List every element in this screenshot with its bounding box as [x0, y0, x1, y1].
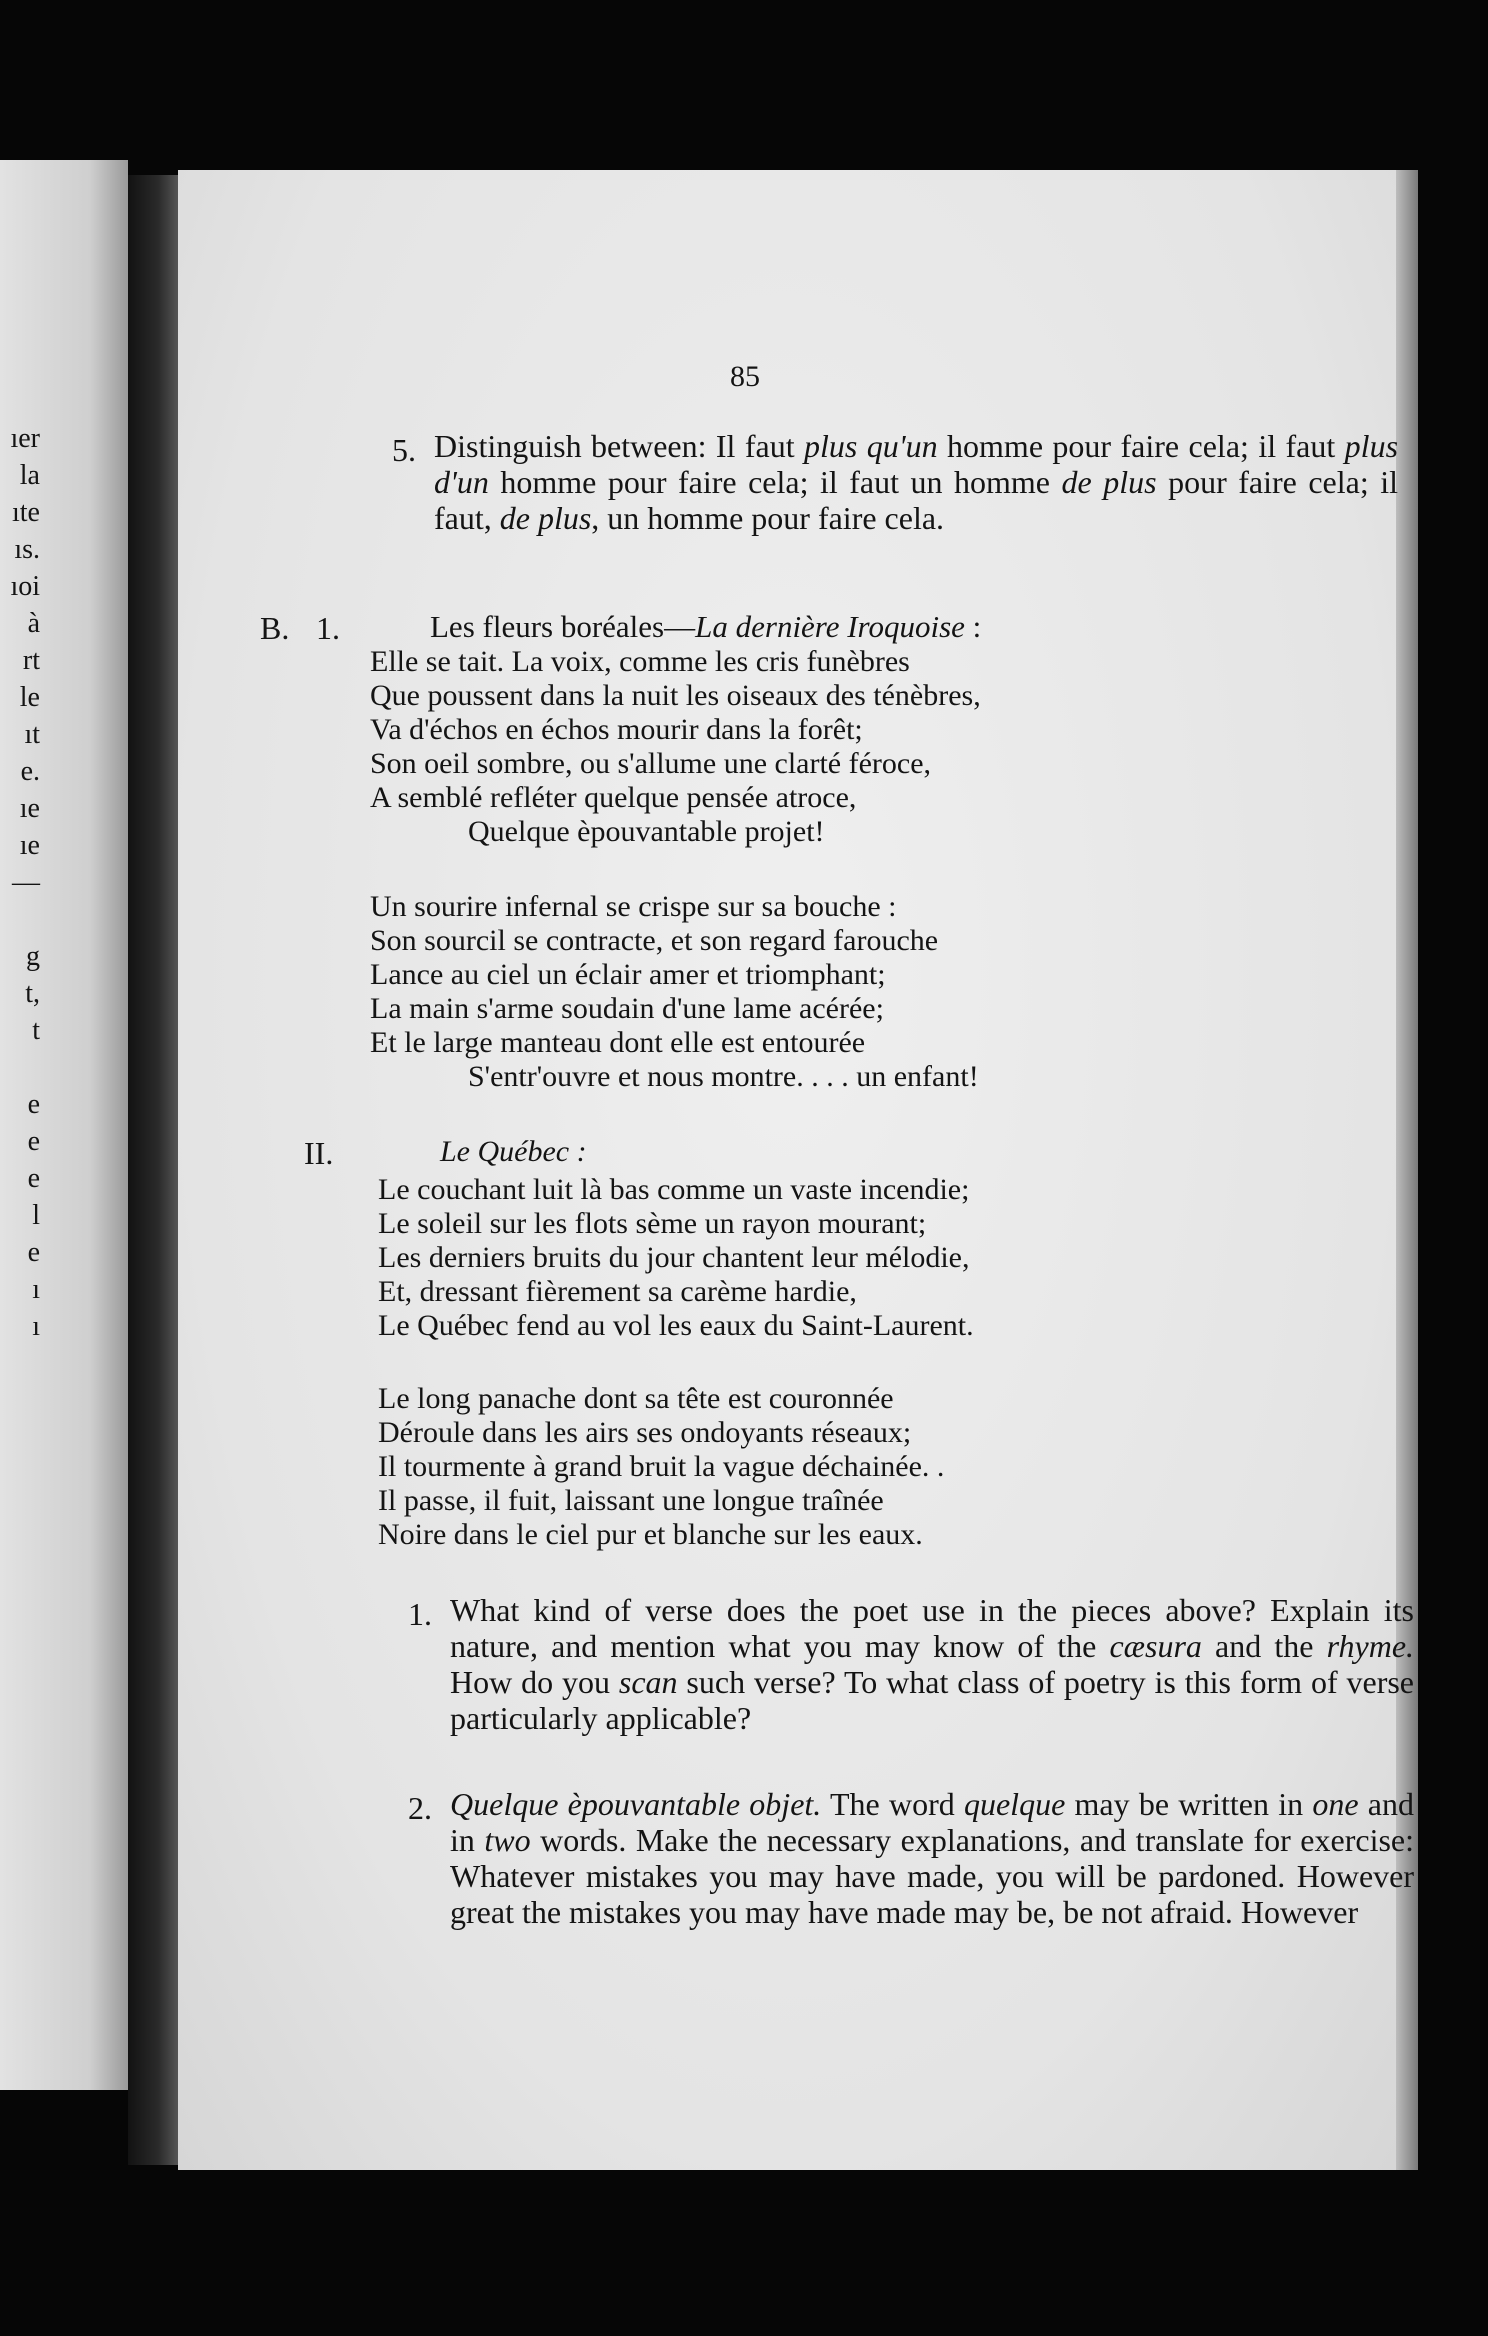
verse-line: Va d'échos en échos mourir dans la forêt; — [370, 713, 863, 746]
poem-2-title: Le Québec : — [440, 1135, 587, 1168]
verse-line: A semblé refléter quelque pensée atroce, — [370, 781, 857, 814]
question-1-text: What kind of verse does the poet use in the pieces above? Explain its nature, and mention what you may know of the cæsura and the rhyme. How do you scan such verse? To what class of poetry is this form of verse particularly applicable? — [450, 1592, 1415, 1736]
verse-line: Et, dressant fièrement sa carème hardie, — [378, 1275, 857, 1308]
verse-line: Que poussent dans la nuit les oiseaux des ténèbres, — [370, 679, 981, 712]
verse-line: Lance au ciel un éclair amer et triomphant; — [370, 958, 886, 991]
left-page-fragment: e — [27, 1237, 40, 1268]
question-5-text: Distinguish between: Il faut plus qu'un homme pour faire cela; il faut plus d'un homme pour faire cela; il faut un homme de plus pour faire cela; il faut, de plus, un homme pour faire cela. — [434, 428, 1399, 536]
left-page-fragment: — — [12, 867, 40, 898]
left-page-fragment: t — [32, 1015, 40, 1046]
book-gutter — [128, 175, 178, 2165]
verse-line: Noire dans le ciel pur et blanche sur les eaux. — [378, 1518, 923, 1551]
verse-line: Le Québec fend au vol les eaux du Saint-Laurent. — [378, 1309, 974, 1342]
poem-2-stanza-1 — [378, 1173, 974, 1343]
verse-line: Un sourire infernal se crispe sur sa bouche : — [370, 890, 897, 923]
left-page-fragment: rt — [22, 645, 40, 676]
left-page-fragment: ıt — [24, 719, 40, 750]
question-5-number: 5. — [392, 432, 416, 468]
verse-line: Le couchant luit là bas comme un vaste incendie; — [378, 1173, 970, 1206]
left-page-fragment: e — [27, 1126, 40, 1157]
left-page-fragment: e — [27, 1163, 40, 1194]
page-number: 85 — [730, 360, 760, 393]
left-page-fragment: ı — [32, 1311, 40, 1342]
verse-line: Et le large manteau dont elle est entourée — [370, 1026, 866, 1059]
left-page-fragment: ıe — [19, 793, 40, 824]
question-2-number: 2. — [408, 1790, 432, 1826]
left-page-fragment: ıs. — [14, 534, 40, 565]
verse-line: Déroule dans les airs ses ondoyants réseaux; — [378, 1416, 912, 1449]
part-1-number: 1. — [316, 610, 340, 646]
left-page-fragment: ıe — [19, 830, 40, 861]
verse-line: Il passe, il fuit, laissant une longue traînée — [378, 1484, 884, 1517]
section-b-label: B. — [260, 610, 290, 646]
question-2-text: Quelque èpouvantable objet. The word quelque may be written in one and in two words. Make the necessary explanations, and translate for exercise: Whatever mistakes you may have made, you will be pardoned. However great the mistakes you may have made may be, be not afraid. However — [450, 1786, 1415, 1930]
left-page-fragment: ıte — [12, 497, 40, 528]
poem-1-stanza-1-last-line: Quelque èpouvantable projet! — [468, 815, 825, 848]
verse-line: La main s'arme soudain d'une lame acérée; — [370, 992, 884, 1025]
verse-line: Les derniers bruits du jour chantent leur mélodie, — [378, 1241, 970, 1274]
poem-1-stanza-2-last-line: S'entr'ouvre et nous montre. . . . un enfant! — [468, 1060, 979, 1093]
poem-1-stanza-1 — [370, 645, 981, 815]
verse-line: Son oeil sombre, ou s'allume une clarté féroce, — [370, 747, 932, 780]
verse-line: Son sourcil se contracte, et son regard farouche — [370, 924, 939, 957]
poem-1-title: Les fleurs boréales—La dernière Iroquoise : — [430, 609, 982, 644]
left-page-fragment: ıoi — [10, 571, 40, 602]
left-page-fragment: ıer — [10, 423, 40, 454]
left-page-fragment: g — [26, 941, 40, 972]
verse-line: Il tourmente à grand bruit la vague déchainée. . — [378, 1450, 945, 1483]
left-page-fragment: à — [27, 608, 40, 639]
left-page-fragment: e. — [20, 756, 40, 787]
left-page-fragment: t, — [25, 978, 40, 1009]
left-page-fragment: le — [19, 682, 40, 713]
left-page-fragment: l — [32, 1200, 40, 1231]
left-page-fragment: ı — [32, 1274, 40, 1305]
verse-line: Le soleil sur les flots sème un rayon mourant; — [378, 1207, 927, 1240]
book-page — [178, 170, 1415, 2170]
verse-line: Le long panache dont sa tête est couronnée — [378, 1382, 894, 1415]
poem-2-stanza-2 — [378, 1382, 944, 1552]
question-1-number: 1. — [408, 1596, 432, 1632]
verse-line: Elle se tait. La voix, comme les cris funèbres — [370, 645, 910, 678]
left-page-fragment — [0, 901, 40, 938]
left-page-fragment: e — [27, 1089, 40, 1120]
part-2-number: II. — [304, 1135, 334, 1171]
poem-1-stanza-2 — [370, 890, 938, 1060]
left-page-fragment: la — [19, 460, 40, 491]
left-page-text-fragments — [0, 420, 40, 1345]
left-page-fragment — [0, 1049, 40, 1086]
